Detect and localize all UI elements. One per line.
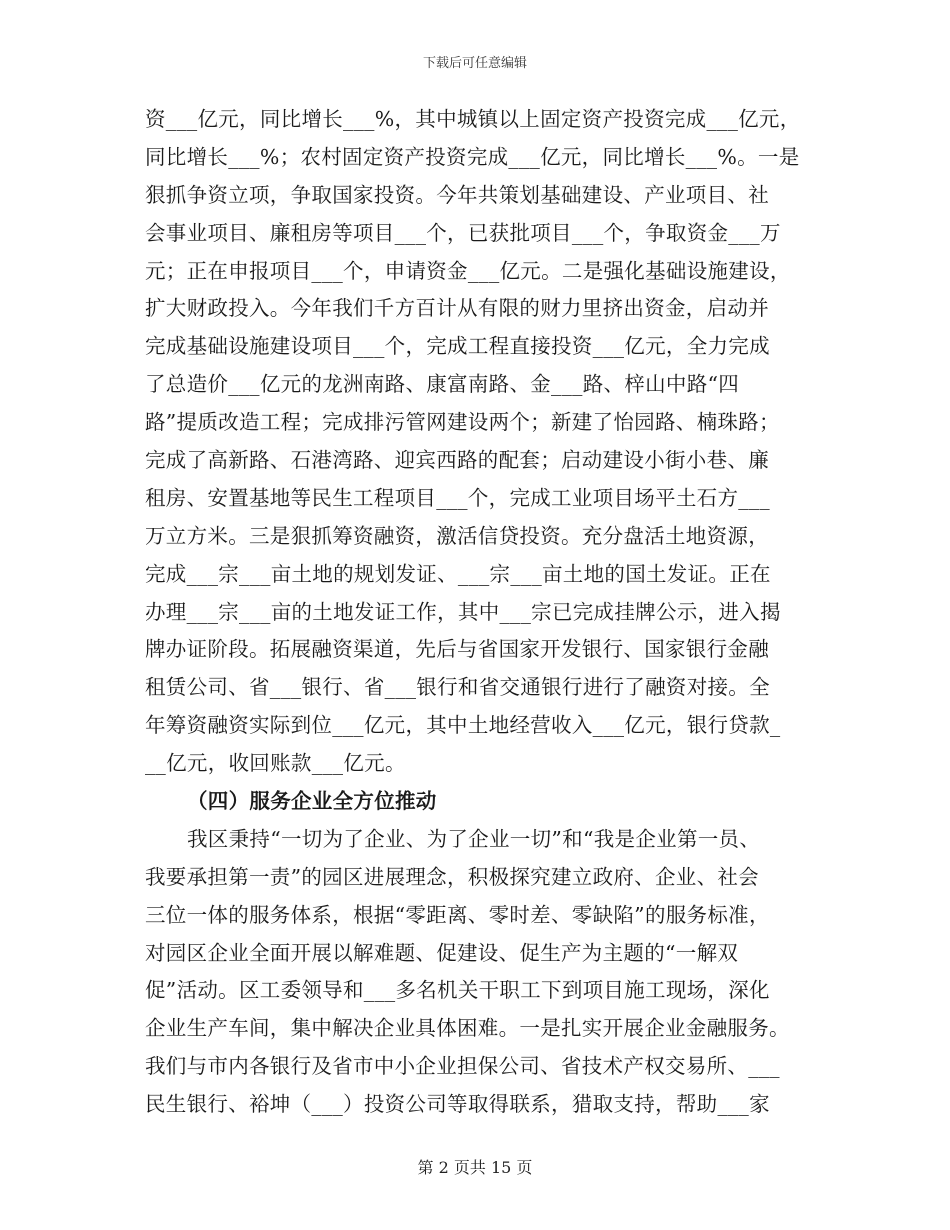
text-line: 我区秉持“一切为了企业、为了企业一切”和“我是企业第一员、 [187, 826, 761, 851]
text-line: 万立方米。三是狠抓筹资融资，激活信贷投资。充分盘活土地资源， [145, 523, 769, 548]
text-line: 扩大财政投入。今年我们千方百计从有限的财力里挤出资金，启动并 [145, 296, 769, 321]
text-line: 促”活动。区工委领导和___多名机关干职工下到项目施工现场，深化 [145, 978, 770, 1003]
text-line: 路”提质改造工程；完成排污管网建设两个；新建了怡园路、楠珠路； [145, 410, 780, 435]
text-line: 我们与市内各银行及省市中小企业担保公司、省技术产权交易所、___ [145, 1054, 780, 1079]
text-line: 民生银行、裕坤（___）投资公司等取得联系，猎取支持，帮助___家 [145, 1092, 770, 1117]
text-line: 完成___宗___亩土地的规划发证、___宗___亩土地的国土发证。正在 [145, 561, 771, 586]
text-line: 同比增长___%；农村固定资产投资完成___亿元，同比增长___%。一是 [145, 144, 800, 169]
section-heading: （四）服务企业全方位推动 [187, 789, 437, 814]
text-line: 我要承担第一责”的园区进展理念，积极探究建立政府、企业、社会 [145, 864, 759, 889]
text-line: 办理___宗___亩的土地发证工作，其中___宗已完成挂牌公示，进入揭 [145, 599, 781, 624]
text-line: 对园区企业全面开展以解难题、促建设、促生产为主题的“一解双 [145, 940, 739, 965]
text-line: 了总造价___亿元的龙洲南路、康富南路、金___路、梓山中路“四 [145, 372, 740, 397]
text-line: 会事业项目、廉租房等项目___个，已获批项目___个，争取资金___万 [145, 220, 781, 245]
text-line: 完成了高新路、石港湾路、迎宾西路的配套；启动建设小街小巷、廉 [145, 448, 769, 473]
text-line: 年筹资融资实际到位___亿元，其中土地经营收入___亿元，银行贷款_ [145, 713, 781, 738]
text-line: 租房、安置基地等民生工程项目___个，完成工业项目场平土石方___ [145, 485, 770, 510]
text-line: 元；正在申报项目___个，申请资金___亿元。二是强化基础设施建设， [145, 258, 791, 283]
text-line: 资___亿元，同比增长___%，其中城镇以上固定资产投资完成___亿元， [145, 107, 801, 131]
text-line: 狠抓争资立项，争取国家投资。今年共策划基础建设、产业项目、社 [145, 182, 769, 207]
page-header: 下载后可任意编辑 [422, 56, 527, 71]
text-line: 租赁公司、省___银行、省___银行和省交通银行进行了融资对接。全 [145, 675, 770, 700]
text-line: 三位一体的服务体系，根据“零距离、零时差、零缺陷”的服务标准， [145, 902, 770, 927]
page-footer: 第 2 页共 15 页 [417, 1158, 533, 1177]
document-body [145, 101, 815, 1124]
text-line: 牌办证阶段。拓展融资渠道，先后与省国家开发银行、国家银行金融 [145, 637, 769, 662]
text-line: __亿元，收回账款___亿元。 [145, 751, 406, 776]
text-line: 完成基础设施建设项目___个，完成工程直接投资___亿元，全力完成 [145, 334, 770, 359]
text-line: 企业生产车间，集中解决企业具体困难。一是扎实开展企业金融服务。 [145, 1016, 790, 1041]
